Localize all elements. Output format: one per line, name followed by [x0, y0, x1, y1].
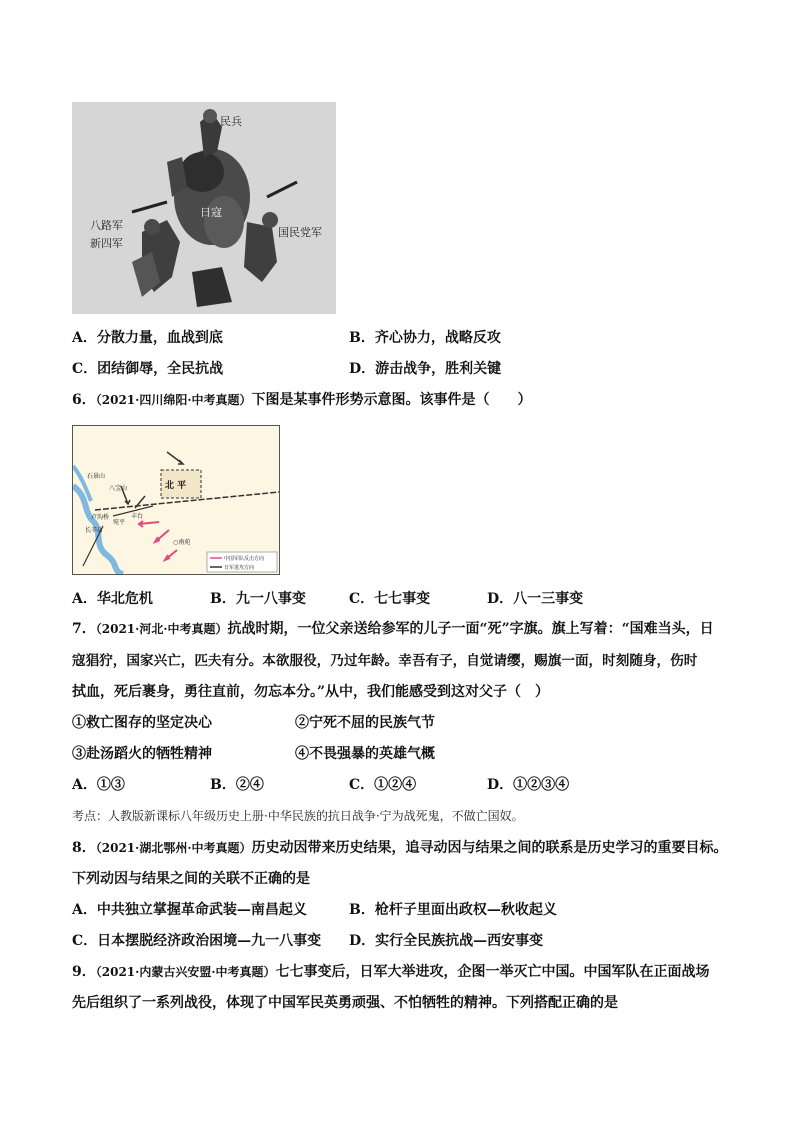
cartoon-drawing [72, 102, 336, 314]
q8-stem-line1: 8．（2021·湖北鄂州·中考真题）历史动因带来历史结果，追寻动因与结果之间的联系是历史学习的重要目标。 [72, 840, 728, 856]
q7-item-2: ②宁死不屈的民族气节 [295, 715, 435, 731]
map-drawing [73, 426, 279, 574]
q7-option-c: C．①②④ [349, 777, 417, 793]
q8-stem-line2: 下列动因与结果之间的关联不正确的是 [72, 871, 310, 887]
map-label-babaoshan: 八宝山 [109, 485, 128, 492]
cartoon-image [72, 102, 336, 314]
q6-option-b: B．九一八事变 [210, 591, 306, 607]
q7-item-3: ③赴汤蹈火的牺牲精神 [72, 746, 212, 762]
q7-item-4: ④不畏强暴的英雄气概 [295, 746, 435, 762]
legend-japan: 日军进攻方向 [224, 565, 255, 571]
label-militia: 民兵 [220, 115, 242, 128]
q9-stem-line2: 先后组织了一系列战役，体现了中国军民英勇顽强、不怕牺牲的精神。下列搭配正确的是 [72, 995, 618, 1011]
q6-option-a: A．华北危机 [72, 591, 153, 607]
map-label-shijingshan: 石景山 [87, 473, 106, 480]
q8-option-a: A．中共独立掌握革命武装—南昌起义 [72, 902, 307, 918]
q8-option-b: B．枪杆子里面出政权—秋收起义 [349, 902, 557, 918]
q6-option-d: D．八一三事变 [487, 591, 584, 607]
q5-option-a: A．分散力量，血战到底 [72, 330, 223, 346]
map-image [72, 425, 280, 575]
q7-stem-line3: 拭血，死后裹身，勇往直前，勿忘本分。”从中，我们能感受到这对父子（ ） [72, 684, 550, 700]
q7-option-a: A．①③ [72, 777, 125, 793]
map-label-changxindian: 长辛店 [85, 527, 104, 534]
map-label-beiping: 北 平 [165, 481, 187, 491]
map-label-lugouqiao: 卢沟桥 [91, 514, 110, 521]
label-new-fourth: 新四军 [90, 237, 123, 250]
q8-option-c: C．日本摆脱经济政治困境—九一八事变 [72, 933, 322, 949]
q7-item-1: ①救亡图存的坚定决心 [72, 715, 212, 731]
q6-option-c: C．七七事变 [349, 591, 431, 607]
q7-note: 考点：人教版新课标八年级历史上册·中华民族的抗日战争·宁为战死鬼，不做亡国奴。 [72, 809, 524, 823]
map-label-wanping: 宛平 [113, 519, 126, 526]
label-eighth-route: 八路军 [90, 219, 123, 232]
map-label-fengtai: 丰台 [131, 513, 144, 520]
q5-option-c: C．团结御辱，全民抗战 [72, 361, 224, 377]
q7-option-d: D．①②③④ [487, 777, 570, 793]
map-label-nanyuan: ○南苑 [173, 539, 191, 546]
label-kmt: 国民党军 [278, 226, 322, 239]
q9-stem-line1: 9．（2021·内蒙古兴安盟·中考真题）七七事变后，日军大举进攻，企图一举灭亡中国。中国军队在正面战场 [72, 964, 710, 980]
q6-stem: 6．（2021·四川绵阳·中考真题）下图是某事件形势示意图。该事件是（ ） [72, 392, 532, 408]
label-japanese: 日寇 [200, 206, 222, 219]
q7-stem-line1: 7．（2021·河北·中考真题）抗战时期，一位父亲送给参军的儿子一面“死”字旗。旗上写着：“国难当头，日 [72, 621, 714, 637]
q8-option-d: D．实行全民族抗战—西安事变 [349, 933, 544, 949]
legend-china: 中国军队反击方向 [224, 556, 265, 562]
q5-option-b: B．齐心协力，战略反攻 [349, 330, 501, 346]
q7-stem-line2: 寇猖狞，国家兴亡，匹夫有分。本欲服役，乃过年龄。幸吾有子，自觉请缨，赐旗一面，时刻随身，伤时 [72, 653, 698, 669]
q7-option-b: B．②④ [210, 777, 264, 793]
q5-option-d: D．游击战争，胜利关键 [349, 361, 502, 377]
